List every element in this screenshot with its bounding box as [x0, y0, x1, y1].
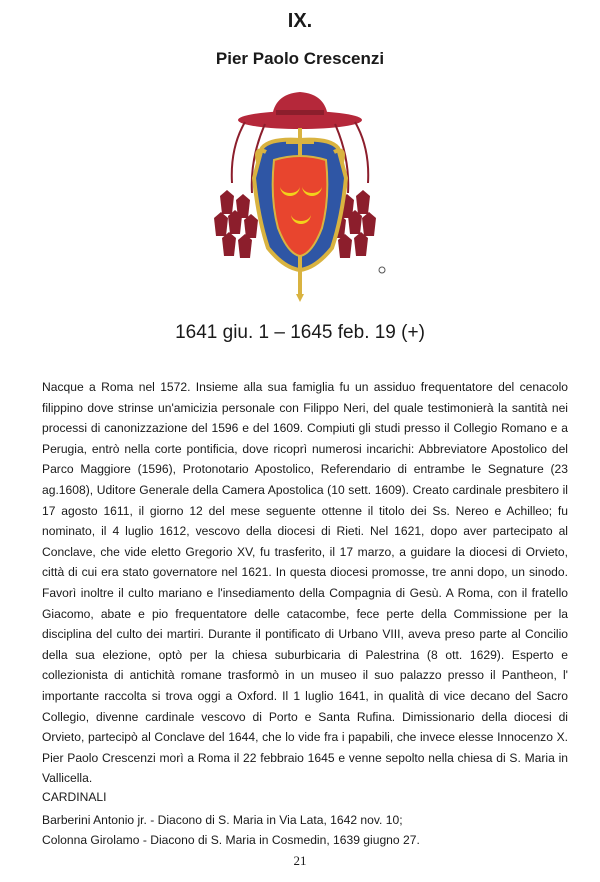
- page-number: 21: [293, 853, 307, 868]
- cardinal-list: [42, 810, 572, 850]
- chapter-number: IX.: [287, 10, 313, 32]
- list-item: Barberini Antonio jr. - Diacono di S. Maria in Via Lata, 1642 nov. 10;: [42, 813, 403, 827]
- cardinal-coat-of-arms-icon: [210, 88, 390, 303]
- biography-text: Nacque a Roma nel 1572. Insieme alla sua famiglia fu un assiduo frequentatore del cenacolo filippino dove strinse un'amicizia personale con Filippo Neri, del quale testimonierà la santità nei processi di canonizzazione del 1596 e del 1609. Compiuti gli studi presso il Collegio Romano e a Perugia, entrò nella corte pontificia, dove ricoprì numerosi incarichi: Abbreviatore Apostolico del Parco Maggiore (1596), Protonotario Apostolico, Referendario di entrambe le Segnature (23 ag.1608), Uditore Generale della Camera Apostolica (10 sett. 1609). Creato cardinale presbitero il 17 agosto 1611, il giorno 12 del mese seguente ottenne il titolo dei Ss. Nereo e Achilleo; fu nominato, il 4 luglio 1612, vescovo della diocesi di Rieti. Nel 1621, dopo aver partecipato al Conclave, che vide eletto Gregorio XV, fu trasferito, il 17 marzo, a guidare la diocesi di Orvieto, città di cui era stato governatore nel 1621. In questa diocesi promosse, tre anni dopo, un sinodo. Favorì inoltre il culto mariano e l'insediamento della Compagnia di Gesù. A Roma, con il fratello Giacomo, abate e pio frequentatore delle catacombe, fece perte della Commissione per la disciplina del culto dei martiri. Durante il pontificato di Urbano VIII, aveva preso parte al Concilio della sua elezione, optò per la chiesa suburbicaria di Palestrina (8 ott. 1629). Esperto e collezionista di antichità romane trasformò in un museo il suo palazzo presso il Pantheon, l' importante raccolta si trova oggi a Oxford. Il 1 luglio 1641, in qualità di vice decano del Sacro Collegio, divenne cardinale vescovo di Porto e Santa Rufina. Dimissionario della diocesi di Orvieto, partecipò al Conclave del 1644, che lo vide fra i papabili, che invece elesse Innocenzo X. Pier Paolo Crescenzi morì a Roma il 22 febbraio 1645 e venne sepolto nella chiesa di S. Maria in Vallicella.: [42, 380, 568, 786]
- pontificate-dates: 1641 giu. 1 – 1645 feb. 19 (+): [175, 322, 425, 343]
- list-item: Colonna Girolamo - Diacono di S. Maria in Cosmedin, 1639 giugno 27.: [42, 833, 420, 847]
- cardinali-heading: CARDINALI: [42, 790, 107, 804]
- page-title: Pier Paolo Crescenzi: [215, 49, 385, 68]
